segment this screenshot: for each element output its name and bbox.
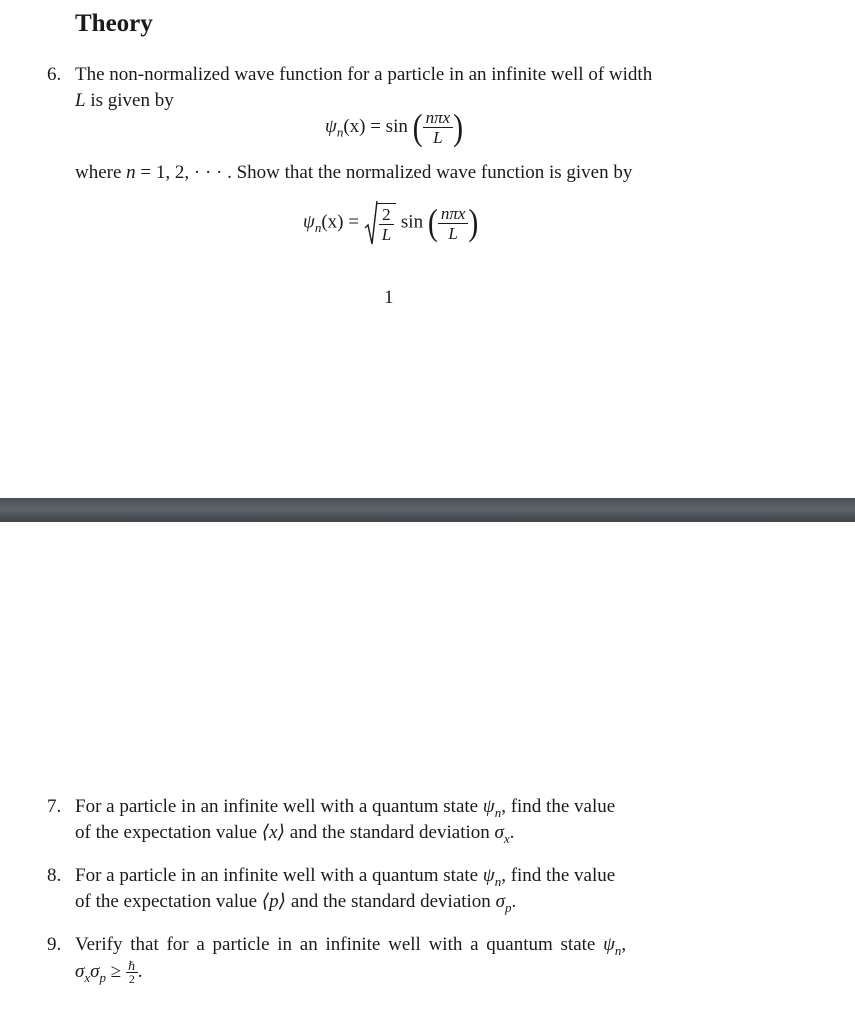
radical-sign-icon: [364, 200, 378, 246]
problem-7-number: 7.: [47, 796, 62, 817]
eq2-root-numerator: 2: [379, 205, 394, 225]
problem-7-line1: For a particle in an infinite well with a quantum state $\psi_n$, find the value: [75, 796, 616, 820]
problem-8-number: 8.: [47, 865, 62, 886]
equation-normalized: $\psi_n(x)$ = $\frac{2}{L}$ sin ( $\frac{\text{nπx}}{L}$ ): [303, 200, 478, 246]
eq2-sqrt: [364, 200, 396, 246]
equation-nonnormalized: $\psi_n(x) = \sin$ ( $\frac{\text{nπx}}{L}$ ): [325, 106, 464, 148]
problem-6-line3-b: = 1, 2, · · · . Show that the normalized wave function is given by: [135, 162, 633, 183]
eq2-root-fraction: [379, 205, 394, 244]
page-bottom: [0, 522, 855, 1024]
eq1-psi: ψ: [325, 115, 337, 137]
page-number: 1: [384, 287, 394, 308]
eq1-denominator: L: [433, 128, 443, 147]
eq2-arg: (x) =: [321, 211, 359, 233]
eq2-psi: ψ: [303, 211, 315, 233]
sigma-x: σ: [494, 822, 504, 843]
sigma-x: σ: [75, 961, 85, 982]
problem-7-line2: of the expectation value ⟨x⟩ and the standard deviation $\sigma_x$.: [75, 822, 515, 846]
eq2-psi-sub: n: [314, 220, 322, 236]
expectation-p: ⟨p⟩: [261, 891, 287, 912]
sigma-p: σ: [90, 961, 100, 982]
sigma-p: σ: [495, 891, 505, 912]
problem-6-number: 6.: [47, 64, 62, 85]
problem-6-var-n: n: [126, 162, 136, 183]
eq2-fraction: [438, 204, 469, 243]
page-separator: [0, 498, 855, 522]
problem-8-line1: For a particle in an infinite well with a quantum state $\psi_n$, find the value: [75, 865, 616, 889]
problem-9-line1: Verify that for a particle in an infinite well with a quantum state $\psi_n$,: [75, 934, 627, 958]
eq1-fraction: [423, 108, 454, 147]
eq2-numerator: nπx: [438, 204, 469, 224]
eq2-root-denominator: L: [381, 224, 392, 244]
problem-6-line1: The non-normalized wave function for a particle in an infinite well of width: [75, 64, 653, 85]
expectation-x: ⟨x⟩: [261, 822, 286, 843]
eq2-denominator: L: [448, 223, 458, 243]
eq1-numerator: nπx: [423, 108, 454, 128]
section-title: Theory: [75, 10, 153, 37]
psi-n: ψ: [603, 934, 615, 955]
problem-6-line2-rest: is given by: [85, 90, 174, 111]
page-top: [0, 0, 855, 498]
problem-6-line3-a: where: [75, 162, 127, 183]
problem-9-number: 9.: [47, 934, 62, 955]
hbar-over-2: $\frac{\text{ℏ}}{2}$: [127, 959, 136, 987]
problem-8-line2: of the expectation value ⟨p⟩ and the standard deviation $\sigma_p$.: [75, 891, 517, 915]
problem-6-line3: [75, 160, 632, 186]
psi-n: ψ: [482, 796, 495, 817]
problem-9-line2: $\sigma_x\sigma_p$ ≥ $\frac{\text{ℏ}}{2}$ .: [75, 959, 143, 987]
problem-6-var-L: L: [75, 90, 86, 111]
eq1-arg: (x) = sin: [343, 115, 408, 137]
eq2-sin: sin: [400, 211, 424, 233]
eq1-psi-sub: n: [336, 124, 344, 140]
psi-n: ψ: [482, 865, 495, 886]
problem-6-line2: [75, 88, 174, 114]
